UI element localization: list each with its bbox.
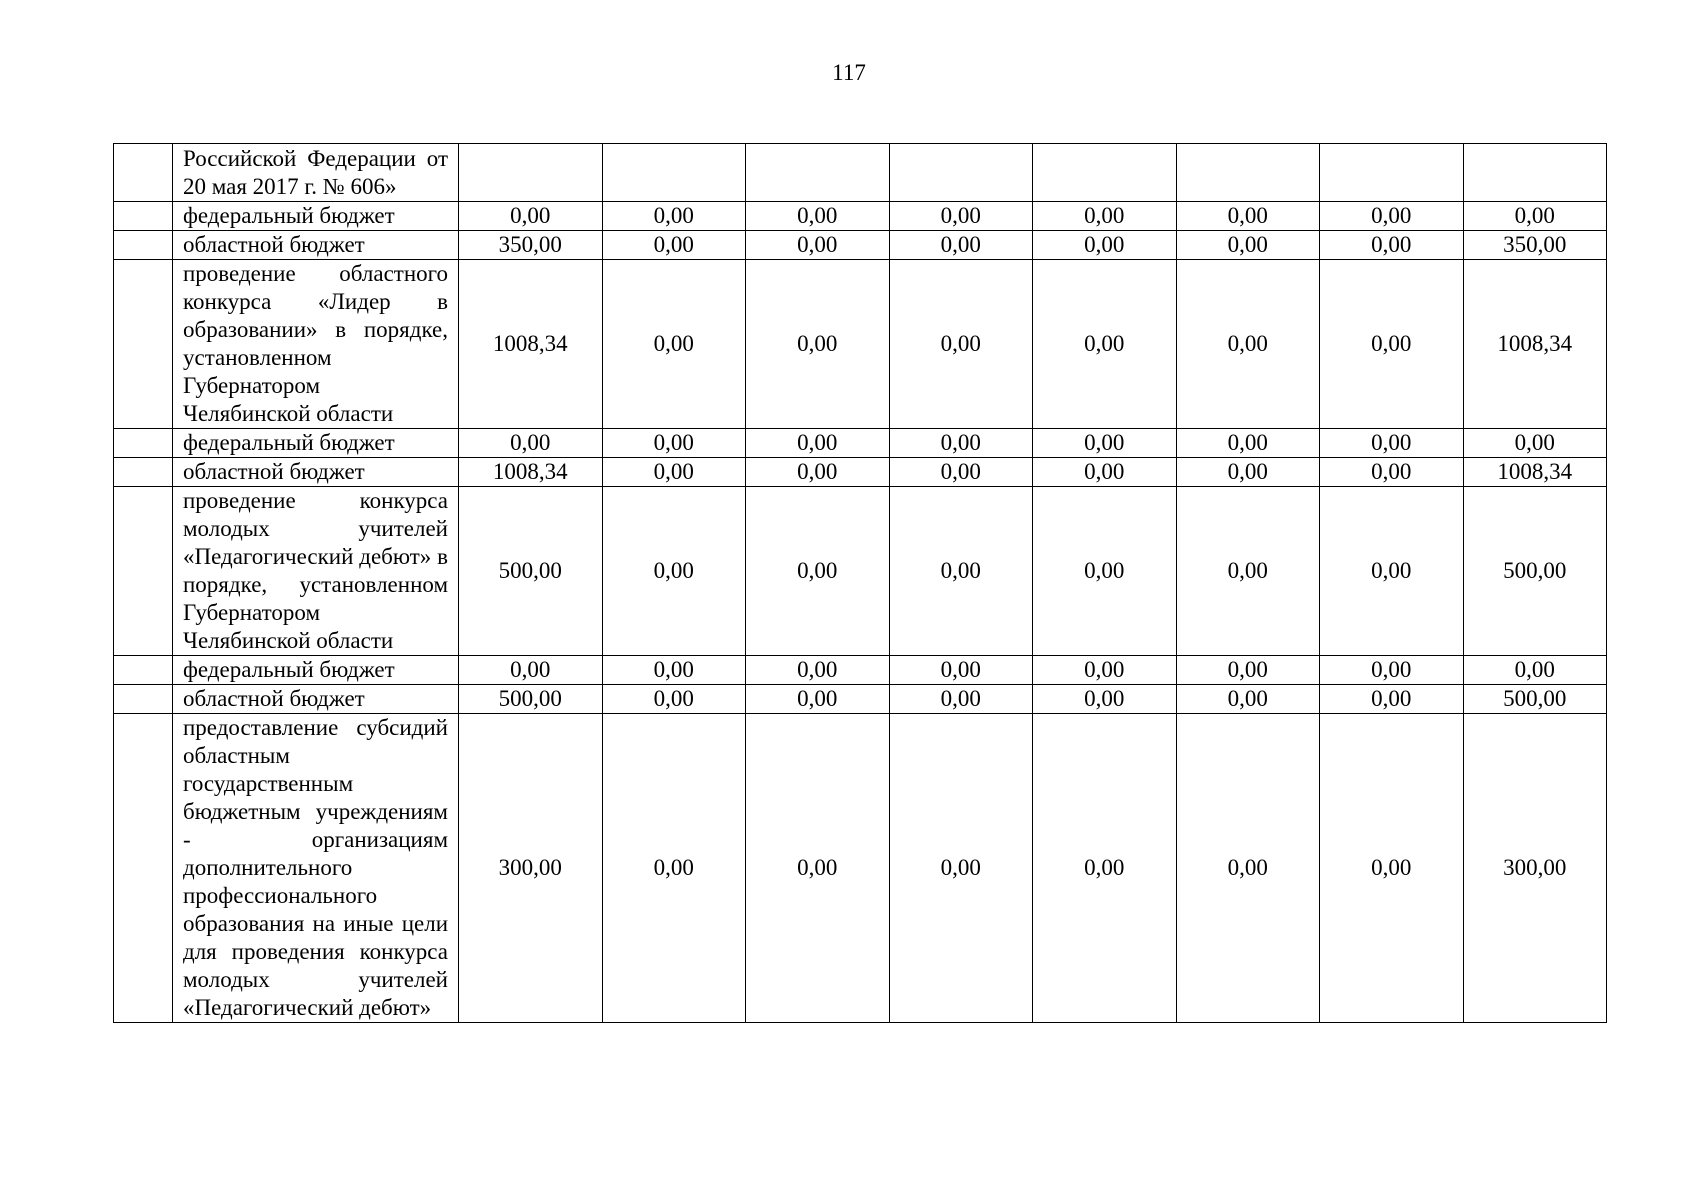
value-cell: 0,00 xyxy=(889,487,1033,656)
value-cell: 0,00 xyxy=(1320,458,1464,487)
value-cell: 0,00 xyxy=(602,202,746,231)
value-cell xyxy=(1033,144,1177,202)
value-cell: 0,00 xyxy=(746,487,890,656)
value-cell: 0,00 xyxy=(1176,429,1320,458)
value-cell xyxy=(1176,144,1320,202)
total-value-cell: 0,00 xyxy=(1463,656,1607,685)
table-row xyxy=(114,144,1607,202)
value-cell: 0,00 xyxy=(746,429,890,458)
value-cell: 300,00 xyxy=(459,714,603,1023)
table-row xyxy=(114,458,1607,487)
row-number-cell xyxy=(114,458,173,487)
value-cell: 0,00 xyxy=(1033,714,1177,1023)
value-cell xyxy=(459,144,603,202)
value-cell xyxy=(889,144,1033,202)
value-cell: 0,00 xyxy=(746,458,890,487)
row-number-cell xyxy=(114,656,173,685)
row-number-cell xyxy=(114,144,173,202)
table-row xyxy=(114,202,1607,231)
row-number-cell xyxy=(114,231,173,260)
value-cell: 0,00 xyxy=(1033,260,1177,429)
row-description: областной бюджет xyxy=(173,458,459,487)
value-cell: 0,00 xyxy=(889,429,1033,458)
value-cell: 0,00 xyxy=(1033,429,1177,458)
value-cell: 500,00 xyxy=(459,685,603,714)
row-description: областной бюджет xyxy=(173,685,459,714)
value-cell: 0,00 xyxy=(746,231,890,260)
value-cell: 0,00 xyxy=(459,656,603,685)
value-cell: 0,00 xyxy=(602,231,746,260)
table-row xyxy=(114,429,1607,458)
row-description: Российской Федерации от 20 мая 2017 г. № 606» xyxy=(173,144,459,202)
value-cell: 0,00 xyxy=(1320,714,1464,1023)
value-cell: 0,00 xyxy=(746,202,890,231)
page-number: 117 xyxy=(832,60,866,85)
row-description: предоставление субсидий областным государственным бюджетным учреждениям - организациям дополнительного профессионального образования на иные цели для проведения конкурса молодых учителей «Педагогический дебют» xyxy=(173,714,459,1023)
value-cell: 0,00 xyxy=(1176,714,1320,1023)
value-cell: 0,00 xyxy=(1320,231,1464,260)
row-number-cell xyxy=(114,714,173,1023)
value-cell: 0,00 xyxy=(1176,685,1320,714)
row-number-cell xyxy=(114,685,173,714)
total-value-cell: 0,00 xyxy=(1463,429,1607,458)
total-value-cell: 1008,34 xyxy=(1463,458,1607,487)
value-cell: 0,00 xyxy=(1033,231,1177,260)
value-cell: 0,00 xyxy=(1320,487,1464,656)
table-row xyxy=(114,231,1607,260)
table-row xyxy=(114,685,1607,714)
row-description: федеральный бюджет xyxy=(173,202,459,231)
value-cell: 0,00 xyxy=(1176,487,1320,656)
value-cell: 0,00 xyxy=(889,714,1033,1023)
table-row xyxy=(114,656,1607,685)
value-cell: 1008,34 xyxy=(459,260,603,429)
table-row xyxy=(114,487,1607,656)
value-cell: 0,00 xyxy=(602,260,746,429)
row-description: проведение конкурса молодых учителей «Педагогический дебют» в порядке, установленном Губернатором Челябинской области xyxy=(173,487,459,656)
value-cell xyxy=(1320,144,1464,202)
row-number-cell xyxy=(114,260,173,429)
row-description: федеральный бюджет xyxy=(173,429,459,458)
value-cell: 1008,34 xyxy=(459,458,603,487)
value-cell: 0,00 xyxy=(1320,656,1464,685)
value-cell: 0,00 xyxy=(459,429,603,458)
value-cell: 500,00 xyxy=(459,487,603,656)
value-cell: 0,00 xyxy=(1033,458,1177,487)
value-cell: 0,00 xyxy=(1320,202,1464,231)
value-cell: 0,00 xyxy=(889,685,1033,714)
value-cell: 0,00 xyxy=(602,685,746,714)
row-description: федеральный бюджет xyxy=(173,656,459,685)
value-cell: 0,00 xyxy=(889,656,1033,685)
total-value-cell: 350,00 xyxy=(1463,231,1607,260)
table-row xyxy=(114,260,1607,429)
value-cell: 0,00 xyxy=(1033,202,1177,231)
value-cell: 0,00 xyxy=(746,260,890,429)
table-row xyxy=(114,714,1607,1023)
value-cell: 0,00 xyxy=(746,685,890,714)
total-value-cell: 500,00 xyxy=(1463,487,1607,656)
value-cell: 0,00 xyxy=(602,714,746,1023)
value-cell: 0,00 xyxy=(1176,260,1320,429)
row-number-cell xyxy=(114,429,173,458)
value-cell: 0,00 xyxy=(746,656,890,685)
value-cell: 0,00 xyxy=(889,458,1033,487)
total-value-cell xyxy=(1463,144,1607,202)
value-cell: 0,00 xyxy=(1320,260,1464,429)
value-cell: 0,00 xyxy=(1033,685,1177,714)
value-cell: 0,00 xyxy=(1176,202,1320,231)
row-number-cell xyxy=(114,202,173,231)
table-body xyxy=(114,144,1607,1023)
value-cell: 0,00 xyxy=(889,202,1033,231)
value-cell xyxy=(746,144,890,202)
value-cell: 0,00 xyxy=(459,202,603,231)
value-cell: 0,00 xyxy=(889,260,1033,429)
value-cell: 0,00 xyxy=(1033,487,1177,656)
value-cell: 350,00 xyxy=(459,231,603,260)
value-cell: 0,00 xyxy=(1320,429,1464,458)
value-cell: 0,00 xyxy=(746,714,890,1023)
row-number-cell xyxy=(114,487,173,656)
value-cell: 0,00 xyxy=(602,656,746,685)
total-value-cell: 500,00 xyxy=(1463,685,1607,714)
value-cell: 0,00 xyxy=(1320,685,1464,714)
row-description: проведение областного конкурса «Лидер в образовании» в порядке, установленном Губернатором Челябинской области xyxy=(173,260,459,429)
total-value-cell: 1008,34 xyxy=(1463,260,1607,429)
budget-table xyxy=(113,143,1607,1023)
row-description: областной бюджет xyxy=(173,231,459,260)
total-value-cell: 0,00 xyxy=(1463,202,1607,231)
value-cell: 0,00 xyxy=(602,487,746,656)
value-cell: 0,00 xyxy=(1033,656,1177,685)
value-cell: 0,00 xyxy=(1176,231,1320,260)
value-cell xyxy=(602,144,746,202)
value-cell: 0,00 xyxy=(889,231,1033,260)
total-value-cell: 300,00 xyxy=(1463,714,1607,1023)
value-cell: 0,00 xyxy=(1176,458,1320,487)
value-cell: 0,00 xyxy=(602,429,746,458)
value-cell: 0,00 xyxy=(1176,656,1320,685)
value-cell: 0,00 xyxy=(602,458,746,487)
